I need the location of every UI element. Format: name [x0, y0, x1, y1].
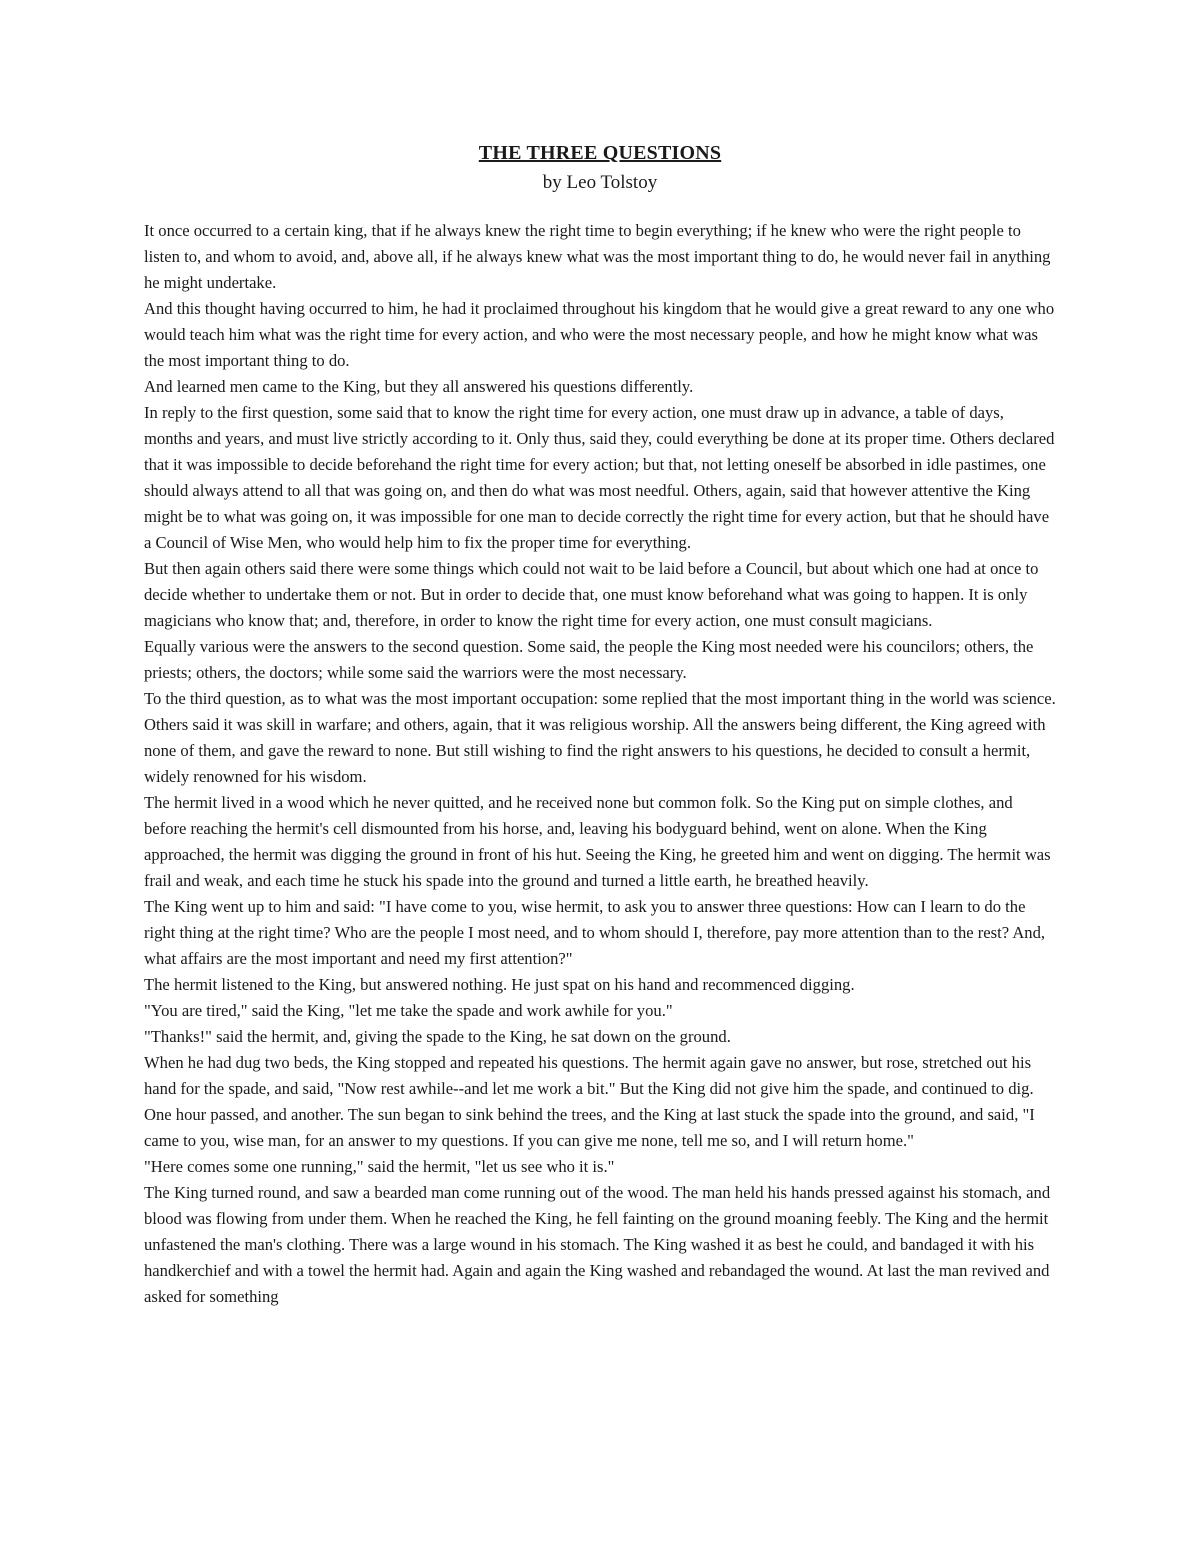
paragraph: Equally various were the answers to the second question. Some said, the people the King most needed were his councilors; others, the priests; others, the doctors; while some said the warriors were the most necessary.: [144, 637, 1034, 682]
paragraph: The King went up to him and said: "I have come to you, wise hermit, to ask you to answer three questions: How can I learn to do the right thing at the right time? Who are the people I most need, and to whom should I, therefore, pay more attention than to the rest? And, what affairs are the most important and need my first attention?": [144, 897, 1046, 968]
paragraph: In reply to the first question, some said that to know the right time for every action, one must draw up in advance, a table of days, months and years, and must live strictly according to it. Only thus, said they, could everything be done at its proper time. Others declared that it was impossible to decide beforehand the right time for every action; but that, not letting oneself be absorbed in idle pastimes, one should always attend to all that was going on, and then do what was most needful. Others, again, said that however attentive the King might be to what was going on, it was impossible for one man to decide correctly the right time for every action, but that he should have a Council of Wise Men, who would help him to fix the proper time for everything.: [144, 403, 1055, 552]
paragraph: And this thought having occurred to him, he had it proclaimed throughout his kingdom that he would give a great reward to any one who would teach him what was the right time for every action, and who were the most necessary people, and how he might know what was the most important thing to do.: [144, 299, 1055, 370]
paragraph: "You are tired," said the King, "let me take the spade and work awhile for you.": [144, 1001, 673, 1020]
document-author: by Leo Tolstoy: [542, 172, 658, 193]
paragraph: But then again others said there were some things which could not wait to be laid before a Council, but about which one had at once to decide whether to undertake them or not. But in order to decide that, one must know beforehand what was going to happen. It is only magicians who know that; and, therefore, in order to know the right time for every action, one must consult magicians.: [144, 559, 1039, 630]
paragraph: "Here comes some one running," said the hermit, "let us see who it is.": [144, 1157, 615, 1176]
paragraph: It once occurred to a certain king, that if he always knew the right time to begin everything; if he knew who were the right people to listen to, and whom to avoid, and, above all, if he always knew what was the most important thing to do, he would never fail in anything he might undertake.: [144, 221, 1051, 292]
paragraph: The King turned round, and saw a bearded man come running out of the wood. The man held his hands pressed against his stomach, and blood was flowing from under them. When he reached the King, he fell fainting on the ground moaning feebly. The King and the hermit unfastened the man's clothing. There was a large wound in his stomach. The King washed it as best he could, and bandaged it with his handkerchief and with a towel the hermit had. Again and again the King washed and rebandaged the wound. At last the man revived and asked for something: [144, 1183, 1051, 1306]
paragraph: The hermit listened to the King, but answered nothing. He just spat on his hand and recommenced digging.: [144, 975, 855, 994]
paragraph: "Thanks!" said the hermit, and, giving the spade to the King, he sat down on the ground.: [144, 1027, 731, 1046]
paragraph: To the third question, as to what was the most important occupation: some replied that the most important thing in the world was science. Others said it was skill in warfare; and others, again, that it was religious worship. All the answers being different, the King agreed with none of them, and gave the reward to none. But still wishing to find the right answers to his questions, he decided to consult a hermit, widely renowned for his wisdom.: [144, 689, 1056, 786]
paragraph: The hermit lived in a wood which he never quitted, and he received none but common folk. So the King put on simple clothes, and before reaching the hermit's cell dismounted from his horse, and, leaving his bodyguard behind, went on alone. When the King approached, the hermit was digging the ground in front of his hut. Seeing the King, he greeted him and went on digging. The hermit was frail and weak, and each time he stuck his spade into the ground and turned a little earth, he breathed heavily.: [144, 793, 1051, 890]
paragraph: And learned men came to the King, but they all answered his questions differently.: [144, 377, 694, 396]
document-title: THE THREE QUESTIONS: [478, 142, 722, 164]
document-body: [144, 218, 1056, 1310]
paragraph: When he had dug two beds, the King stopped and repeated his questions. The hermit again gave no answer, but rose, stretched out his hand for the spade, and said, "Now rest awhile--and let me work a bit." But the King did not give him the spade, and continued to dig. One hour passed, and another. The sun began to sink behind the trees, and the King at last stuck the spade into the ground, and said, "I came to you, wise man, for an answer to my questions. If you can give me none, tell me so, and I will return home.": [144, 1053, 1035, 1150]
